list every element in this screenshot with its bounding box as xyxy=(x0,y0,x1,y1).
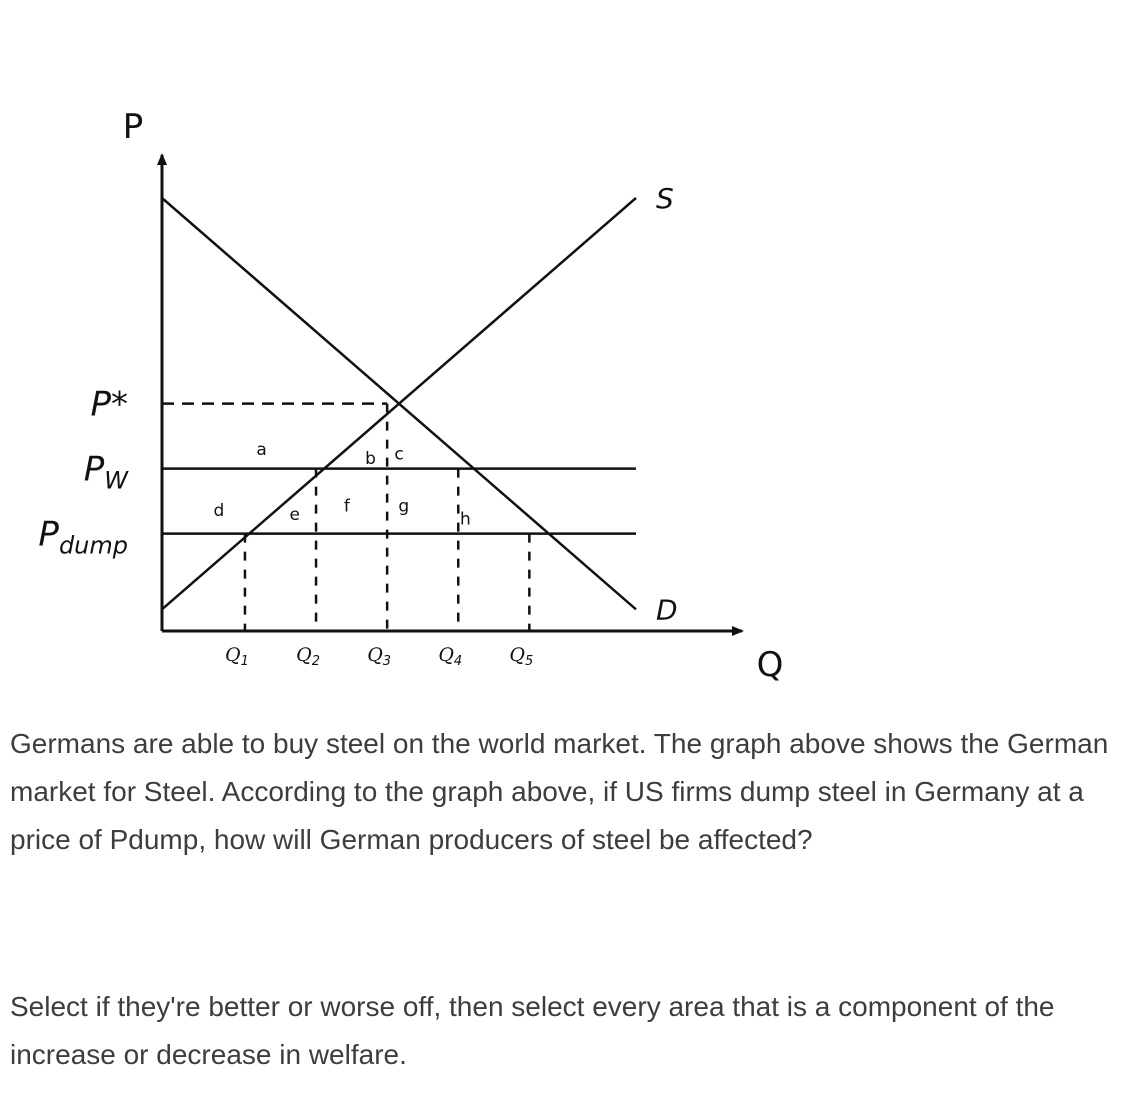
price-label-pstar: P* xyxy=(90,384,128,425)
quantity-label-q3: $Q_3$ xyxy=(367,644,392,669)
area-label-a: a xyxy=(256,440,267,461)
quantity-label-q2: $Q_2$ xyxy=(296,644,320,669)
area-label-g: g xyxy=(398,496,410,517)
area-label-d: d xyxy=(213,500,225,521)
area-label-b: b xyxy=(365,448,376,469)
question-text: Germans are able to buy steel on the world market. The graph above shows the German market for Steel. According to the graph above, if US firms dump steel in Germany at a price of Pdump, how will German producers of steel be affected? xyxy=(10,728,1109,855)
price-label-pdump: $P_{dump}$ xyxy=(38,514,128,560)
area-label-c: c xyxy=(394,444,404,465)
area-label-h: h xyxy=(459,509,471,530)
y-axis-label: P xyxy=(122,107,144,147)
demand-curve-label: D xyxy=(656,593,678,627)
question-instructions: Select if they're better or worse off, then select every area that is a component of the increase or decrease in welfare. xyxy=(10,991,1055,1070)
supply-curve-label: S xyxy=(656,182,674,215)
quantity-label-q1: $Q_1$ xyxy=(225,644,249,669)
price-label-pw: $P_W$ xyxy=(83,449,128,495)
quantity-label-q5: $Q_5$ xyxy=(509,644,534,669)
area-label-e: e xyxy=(289,505,300,526)
x-axis-label: Q xyxy=(756,645,784,685)
quantity-label-q4: $Q_4$ xyxy=(438,644,463,669)
area-label-f: f xyxy=(343,496,350,517)
